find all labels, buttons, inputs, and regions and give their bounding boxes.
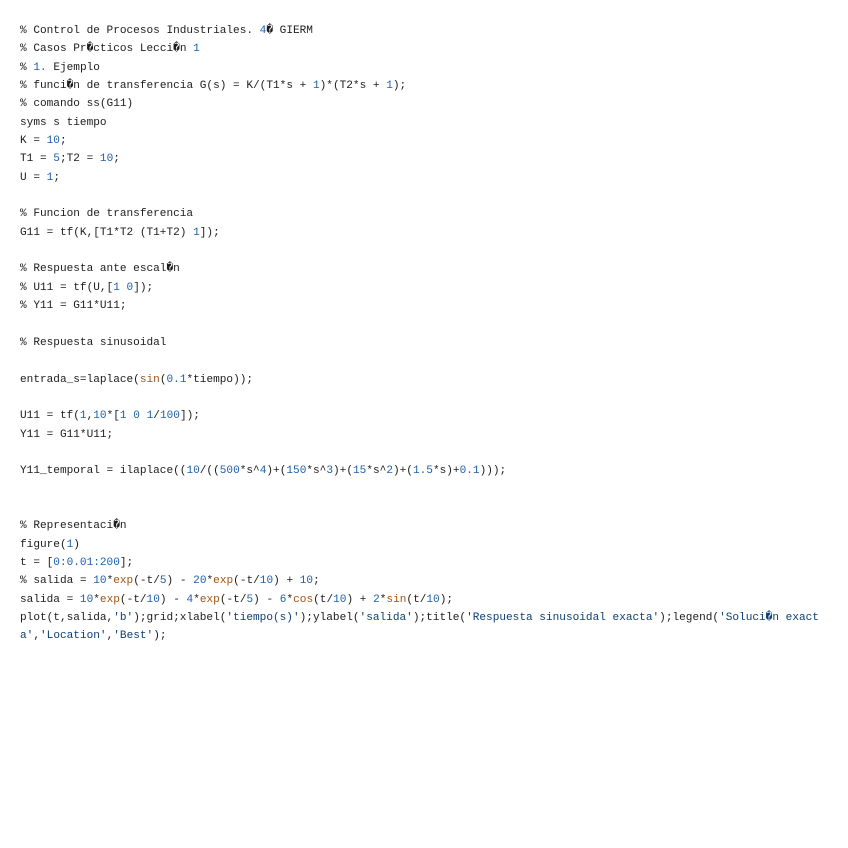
code-token-fn: cos (293, 593, 314, 606)
blank-line (20, 352, 832, 370)
code-token-num: 5 (53, 153, 60, 166)
code-token-plain: ))); (479, 465, 507, 478)
code-token-plain: * (206, 575, 214, 588)
code-token-plain: � GIERM (266, 25, 313, 37)
code-token-plain: * (106, 575, 114, 588)
code-token-plain: syms s tiempo (20, 116, 107, 129)
code-token-num: 10 (93, 575, 107, 588)
code-token-num: 2 (373, 593, 380, 606)
code-token-plain: ; (313, 575, 320, 588)
code-token-plain: G11 = tf(K,[T1*T2 (T1+T2) (20, 226, 194, 239)
code-token-plain: ( (159, 373, 167, 386)
code-token-str: 'Best' (113, 630, 154, 643)
code-token-str: 'tiempo(s)' (226, 612, 300, 624)
code-token-num: 0.1 (459, 465, 480, 478)
code-token-num: 0 (133, 410, 140, 423)
code-line (20, 517, 832, 535)
code-line (20, 95, 832, 113)
code-token-num: 1 (119, 410, 127, 423)
code-token-num: 500 (219, 465, 240, 478)
code-token-plain: (t/ (406, 593, 427, 606)
code-token-num: 1 (312, 80, 320, 93)
code-token-plain: *s^ (239, 465, 260, 478)
code-token-num: 1 (79, 410, 87, 423)
code-token-plain: / (153, 410, 160, 423)
code-token-num: 5 (246, 593, 254, 606)
code-token-plain: % Control de Procesos Industriales. (20, 25, 260, 37)
code-token-plain: *s^ (306, 465, 327, 478)
code-token-str: 'salida' (359, 612, 413, 624)
code-line (20, 169, 832, 187)
code-token-plain: % (20, 61, 34, 74)
code-token-fn: exp (213, 575, 234, 588)
code-line (20, 114, 832, 132)
code-token-plain: );grid;xlabel( (133, 612, 227, 624)
code-token-num: 1 (193, 226, 200, 239)
code-token-num: 4 (259, 465, 267, 478)
code-token-fn: exp (199, 593, 220, 606)
code-token-plain: plot(t,salida, (20, 612, 114, 624)
blank-line (20, 242, 832, 260)
code-line (20, 205, 832, 223)
code-token-num: 150 (286, 465, 307, 478)
code-token-num: 4 (186, 593, 194, 606)
code-token-plain: salida = (20, 593, 80, 606)
code-token-plain: U = (20, 171, 47, 184)
code-token-num: 5 (159, 575, 167, 588)
code-token-plain: U11 = tf( (20, 410, 80, 423)
code-token-plain: ); (153, 630, 167, 643)
code-line (20, 407, 832, 425)
code-token-num: 10 (186, 465, 200, 478)
code-token-plain (120, 282, 127, 294)
code-token-plain: * (379, 593, 387, 606)
code-token-num: 10 (79, 593, 94, 606)
blank-line (20, 444, 832, 462)
code-token-num: 10 (46, 135, 60, 148)
blank-line (20, 187, 832, 205)
code-token-num: 0 (126, 281, 134, 294)
code-token-num: 1 (386, 80, 393, 93)
code-token-plain: ]); (133, 281, 154, 294)
code-token-plain: * (286, 593, 294, 606)
code-token-plain: *s^ (366, 465, 387, 478)
code-line (20, 572, 832, 590)
code-token-num: 4 (259, 25, 267, 37)
code-token-plain: *s)+ (432, 465, 460, 478)
code-token-num: 1 (66, 538, 74, 551)
code-token-num: 10 (299, 575, 314, 588)
code-listing (20, 22, 832, 646)
code-token-num: 3 (326, 465, 334, 478)
code-line (20, 59, 832, 77)
code-token-num: 1 (113, 281, 120, 294)
code-token-plain: * (93, 593, 100, 606)
code-line (20, 77, 832, 95)
code-token-plain: (-t/ (219, 593, 247, 606)
code-line (20, 536, 832, 554)
code-token-str: 'Location' (40, 630, 107, 643)
code-token-plain: Ejemplo (46, 61, 100, 74)
code-token-num: 6 (279, 593, 287, 606)
code-line (20, 426, 832, 444)
code-token-plain: ) - (166, 575, 194, 588)
code-token-plain: ; (113, 153, 120, 166)
code-token-plain: * (193, 593, 200, 606)
code-token-fn: exp (99, 593, 120, 606)
code-line (20, 22, 832, 40)
code-line (20, 591, 832, 609)
code-line (20, 260, 832, 278)
code-token-plain: *tiempo)); (186, 373, 254, 386)
code-line (20, 297, 832, 315)
code-token-num: 1 (146, 410, 154, 423)
code-token-plain: % Representaci�n (20, 520, 127, 533)
code-token-fn: sin (386, 593, 407, 606)
blank-line (20, 389, 832, 407)
code-token-plain: *[ (106, 410, 120, 423)
code-token-plain: (-t/ (119, 593, 147, 606)
code-token-plain: ; (53, 171, 60, 184)
code-token-plain (140, 410, 147, 422)
code-token-num: 1.5 (412, 465, 433, 478)
code-token-fn: exp (113, 575, 134, 588)
code-token-plain: )+( (266, 465, 287, 478)
code-line (20, 371, 832, 389)
code-token-plain: % Funcion de transferencia (20, 208, 194, 221)
code-line (20, 132, 832, 150)
code-line (20, 462, 832, 480)
blank-line (20, 481, 832, 499)
code-token-num: 10 (259, 575, 274, 588)
blank-line (20, 499, 832, 517)
code-token-plain: ) - (253, 593, 280, 606)
code-token-plain: );legend( (659, 612, 720, 624)
code-token-plain: % salida = (20, 575, 94, 588)
code-token-plain: )+( (392, 465, 413, 478)
code-line (20, 40, 832, 58)
code-token-num: 10 (146, 593, 160, 606)
code-token-num: 100 (159, 410, 180, 423)
code-token-str: 'b' (113, 612, 134, 624)
code-token-num: 10 (93, 410, 107, 423)
code-token-plain: ]); (179, 410, 200, 423)
code-token-num: 0.1 (166, 373, 187, 386)
code-token-plain: % Y11 = G11*U11; (20, 300, 127, 313)
code-token-plain: ); (439, 593, 454, 606)
code-token-plain: ]); (199, 226, 220, 239)
code-token-num: 10 (99, 153, 114, 166)
code-line (20, 334, 832, 352)
code-token-plain: , (86, 410, 94, 423)
code-token-plain: ;T2 = (59, 153, 100, 166)
code-token-plain: , (106, 630, 114, 643)
code-line (20, 150, 832, 168)
code-token-str: 'Soluci�n exacta' (20, 612, 819, 643)
code-token-plain: ) (73, 538, 80, 551)
code-token-num: 10 (333, 593, 347, 606)
code-token-plain: % Respuesta ante escal�n (20, 263, 180, 276)
code-token-plain: ) + (273, 575, 300, 588)
code-token-num: 1 (193, 43, 200, 56)
code-token-plain: K = (20, 135, 47, 148)
code-token-num: 1 (46, 171, 54, 184)
code-token-plain: % Casos Pr�cticos Lecci�n (20, 43, 194, 56)
code-token-plain: ]; (119, 556, 134, 569)
code-token-plain: , (33, 630, 40, 643)
code-token-plain: );title( (412, 612, 467, 624)
code-token-plain: % funci�n de transferencia G(s) = K/(T1*s + (20, 80, 313, 93)
code-line (20, 279, 832, 297)
code-token-plain: T1 = (20, 153, 54, 166)
code-token-num: 20 (193, 575, 207, 588)
code-token-plain: % Respuesta sinusoidal (20, 336, 167, 349)
code-token-str: 'Respuesta sinusoidal exacta' (466, 612, 660, 624)
code-token-plain: )+( (333, 465, 353, 478)
code-token-num: 10 (426, 593, 440, 606)
code-token-fn: sin (139, 373, 160, 386)
code-token-plain: /(( (199, 465, 220, 478)
code-token-plain: );ylabel( (299, 612, 360, 624)
code-token-plain: (-t/ (233, 575, 260, 588)
code-line (20, 224, 832, 242)
code-token-plain: ) - (159, 593, 187, 606)
code-token-plain: % comando ss(G11) (20, 98, 134, 111)
code-token-plain: ) + (346, 593, 374, 606)
code-token-plain: )*(T2*s + (319, 80, 387, 93)
code-token-plain: entrada_s=laplace( (20, 373, 140, 386)
code-token-plain: ; (59, 135, 67, 148)
code-token-num: 0:0.01:200 (53, 556, 120, 569)
code-token-plain: t = [ (20, 556, 54, 569)
code-token-plain: % U11 = tf(U,[ (20, 281, 114, 294)
code-token-plain: Y11_temporal = ilaplace(( (20, 465, 187, 478)
code-token-num: 1. (33, 61, 47, 74)
code-token-num: 15 (353, 465, 367, 478)
blank-line (20, 316, 832, 334)
code-token-num: 2 (386, 465, 393, 478)
code-token-plain: Y11 = G11*U11; (20, 428, 114, 441)
code-token-plain: (-t/ (133, 575, 160, 588)
code-line (20, 554, 832, 572)
code-token-plain: ); (392, 80, 407, 93)
code-token-plain: (t/ (313, 593, 334, 606)
code-line (20, 609, 832, 646)
code-token-plain: figure( (20, 538, 67, 551)
